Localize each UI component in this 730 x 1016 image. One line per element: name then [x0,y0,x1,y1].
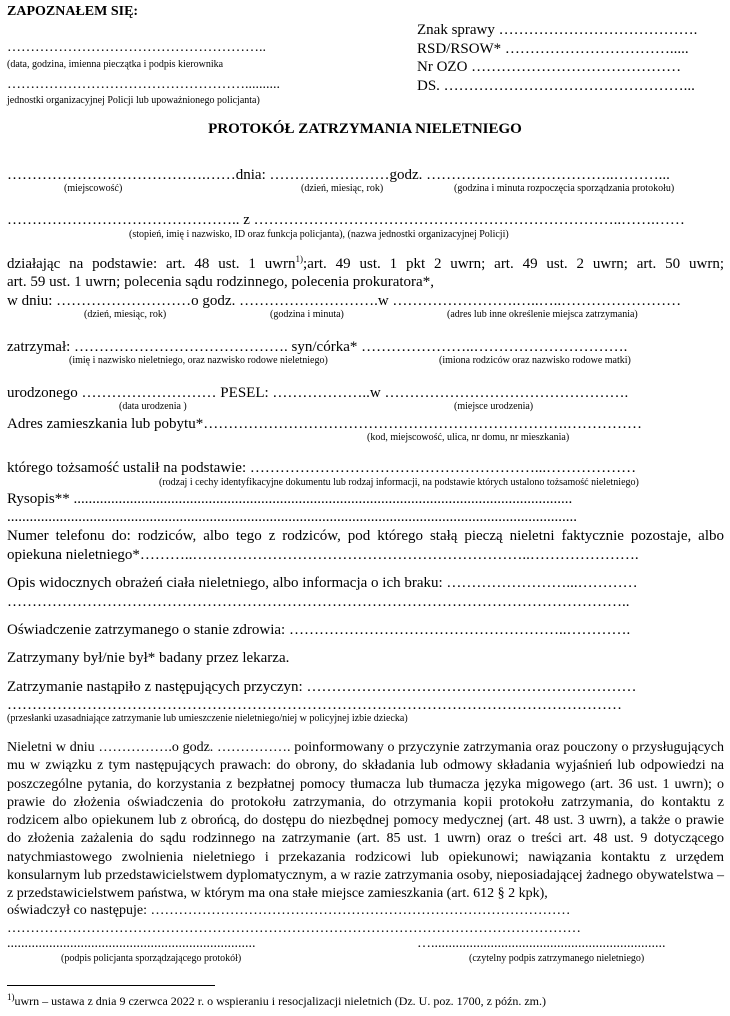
birth-pesel-line[interactable]: urodzonego ……………………… PESEL: ………………..w …………………………………………. [7,385,629,401]
rights-text: Nieletni w dniu …………….o godz. ……………. poinformowany o przyczynie zatrzymania oraz pouczony o przysługujących mu w związku z tym następujących prawach: do obrony, do składania lub odmowy składania wyjaśnień lub odpowiedzi na poszczególne pytania, do korzystania z bezpłatnej pomocy tłumacza lub tłumacza języka migowego (art. 36 ust. 1 uwrn); o prawie do złożenia oświadczenia do protokołu zatrzymania, do otrzymania kopii protokołu zatrzymania, do kontaktu z rodzicem albo opiekunem lub z obrońcą, do dostępu do niezbędnej pomocy medycznej (art. 48 ust. 3 uwrn), a także o prawie do złożenia zażalenia do sądu rodzinnego na zatrzymanie (art. 85 ust. 1 uwrn) oraz o treści art. 48 ust. 9 dotyczącego natychmiastowego zwolnienia nieletniego i przekazania rodzicowi lub opiekunowi; nawiązania kontaktu z urzędem konsularnym lub przedstawicielstwem dyplomatycznym, a w razie zatrzymania osoby, nieposiadającej żadnego obywatelstwa – z przedstawicielstwem państwa, w którym ma ona stałe miejsce zamieszkania (art. 612 § 2 kpk), [7,740,724,902]
rsd-field[interactable]: RSD/RSOW* ……………………………..... [417,41,689,57]
page-title: PROTOKÓŁ ZATRZYMANIA NIELETNIEGO [208,121,522,137]
address-line[interactable]: Adres zamieszkania lub pobytu*……………………………………………………………….…………… [7,416,642,432]
legal-basis-text-a: działając na podstawie: art. 48 ust. 1 uwrn [7,256,296,272]
detention-time-caption: (godzina i minuta) [270,309,344,320]
officer-line[interactable]: ……………………………………….. z ………………………………………………………………..…….…… [7,212,685,228]
case-number-field[interactable]: Znak sprawy …………………………………. [417,22,698,38]
birth-place-caption: (miejsce urodzenia) [454,401,534,412]
detained-name-caption: (imię i nazwisko nieletniego, oraz nazwisko rodowe nieletniego) [69,355,328,366]
phone-line[interactable]: opiekuna nieletniego*………..…………………………………………………………..…………………. [7,547,639,563]
officer-caption: (stopień, imię i nazwisko, ID oraz funkcja policjanta), (nazwa jednostki organizacyjnej Policji) [129,229,509,240]
legal-basis-text-b: ;art. 49 ust. 1 pkt 2 uwrn; art. 49 ust. 2 uwrn; art. 50 uwrn; [303,256,724,272]
legal-basis-line-1 [7,256,724,273]
footnote-rule [7,985,215,986]
officer-signature-caption: (podpis policjanta sporządzającego protokół) [61,953,242,964]
description-line-2[interactable]: ........................................................................................................................................................ [7,509,577,525]
phone-label: Numer telefonu do: rodziców, albo tego z rodziców, pod którego stałą pieczą nieletni faktycznie pozostaje, albo [7,528,724,544]
parents-caption: (imiona rodziców oraz nazwisko rodowe matki) [439,355,631,366]
ozo-field[interactable]: Nr OZO …………………………………… [417,59,682,75]
detainee-signature-caption: (czytelny podpis zatrzymanego nieletniego) [469,953,645,964]
footnote-ref: 1) [295,254,304,264]
reasons-line[interactable]: Zatrzymanie nastąpiło z następujących przyczyn: ………………………………………………………… [7,679,637,695]
medical-exam-line[interactable]: Zatrzymany był/nie był* badany przez lekarza. [7,650,290,666]
detention-date-caption: (dzień, miesiąc, rok) [84,309,167,320]
detention-date-place-line[interactable]: w dniu: ………………………o godz. ……………………….w …………………….…..…..…………………… [7,293,682,309]
officer-signature-line[interactable]: ....................................................................... [7,936,256,951]
place-date-time-line[interactable]: ………………………………….……dnia: ……………………godz. ………………………………..………... [7,167,670,183]
footnote-mark: 1) [7,992,15,1002]
footnote [7,994,546,1008]
injuries-line[interactable]: Opis widocznych obrażeń ciała nieletniego, albo informacja o ich braku: ……………………...………… [7,575,638,591]
ack-signature-line-2[interactable]: …………………………………………….......... [7,77,280,92]
ack-signature-line[interactable]: ……………………………………………….. [7,40,266,55]
address-caption: (kod, miejscowość, ulica, nr domu, nr mieszkania) [367,432,570,443]
ack-caption-2: jednostki organizacyjnej Policji lub upoważnionego policjanta) [7,95,260,106]
statement-line-2[interactable]: …………………………………………………………………………………………………………… [7,921,581,936]
legal-basis-line-2: art. 59 ust. 1 uwrn; polecenia sądu rodzinnego, polecenia prokuratora*, [7,274,434,290]
detained-name-line[interactable]: zatrzymał: ……………………………………. syn/córka* …………………..…………………………. [7,339,628,355]
ds-field[interactable]: DS. …………………………………………... [417,78,695,94]
identity-caption: (rodzaj i cechy identyfikacyjne dokumentu lub rodzaj informacji, na podstawie których ustalono tożsamość nieletniego) [159,477,639,488]
detention-address-caption: (adres lub inne określenie miejsca zatrzymania) [447,309,638,320]
ack-caption: (data, godzina, imienna pieczątka i podpis kierownika [7,59,224,70]
start-time-caption: (godzina i minuta rozpoczęcia sporządzania protokołu) [454,183,675,194]
reasons-line-2[interactable]: …………………………………………………………………………………………………………… [7,697,622,713]
place-caption: (miejscowość) [64,183,123,194]
injuries-line-2[interactable]: …………………………………………………………………………………………………………….. [7,594,630,610]
detainee-signature-line[interactable]: …................................................................... [417,936,666,951]
ack-title: ZAPOZNAŁEM SIĘ: [7,4,139,19]
description-line[interactable]: Rysopis** ..................................................................................................................................... [7,491,573,507]
reasons-caption: (przesłanki uzasadniające zatrzymanie lub umieszczenie nieletniego/niej w policyjnej izbie dziecka) [7,713,408,724]
health-statement-line[interactable]: Oświadczenie zatrzymanego o stanie zdrowia: ………………………………………………..…………. [7,622,631,638]
birth-date-caption: (data urodzenia ) [119,401,187,412]
footnote-text: uwrn – ustawa z dnia 9 czerwca 2022 r. o wspieraniu i resocjalizacji nieletnich (Dz. U. poz. 1700, z późn. zm.) [14,994,546,1008]
date-caption: (dzień, miesiąc, rok) [301,183,384,194]
identity-basis-line[interactable]: którego tożsamość ustalił na podstawie: …………………………………………………...……………… [7,460,637,476]
rights-paragraph [7,739,724,904]
statement-line[interactable]: oświadczył co następuje: ……………………………………………………………………………… [7,903,571,918]
